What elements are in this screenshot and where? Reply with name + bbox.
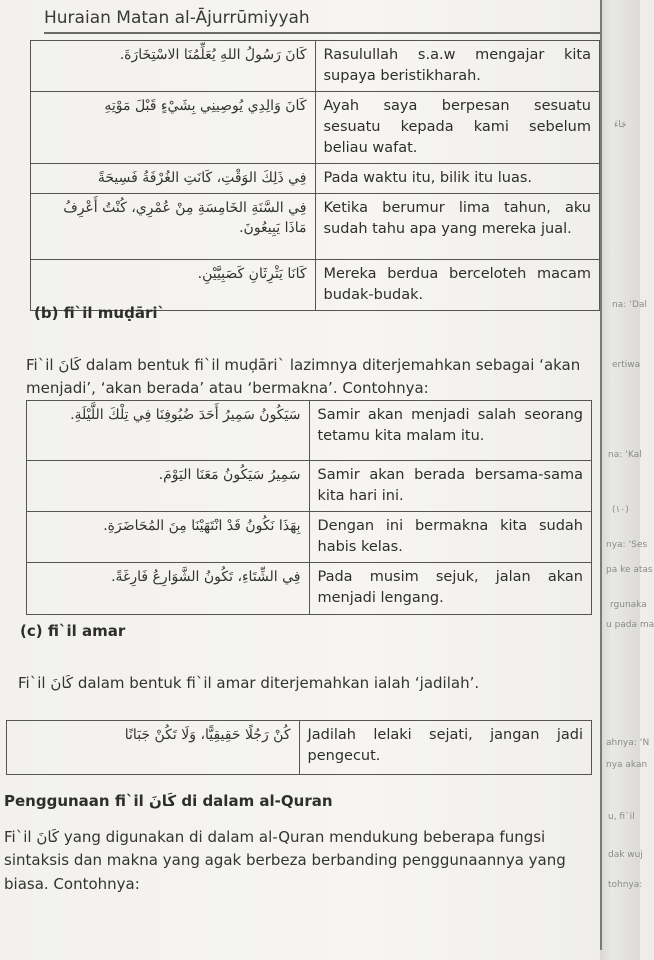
- table-row: [31, 92, 600, 164]
- page-right-rule: [600, 0, 602, 950]
- malay-cell: Samir akan menjadi salah seorang tetamu kita malam itu.: [309, 401, 592, 461]
- arabic-cell: فِي ذَلِكَ الوَقْتِ، كَانَتِ الغُرْفَةُ فَسِيحَةً: [31, 164, 316, 194]
- table-row: [31, 164, 600, 194]
- paragraph-c: Fi`il كَانَ dalam bentuk fi`il amar diterjemahkan ialah ‘jadilah’.: [18, 674, 480, 692]
- arabic-cell: فِي السَّنَةِ الخَامِسَةِ مِنْ عُمْرِي، كُنْتُ أَعْرِفُ مَاذَا يَبِيعُونَ.: [31, 194, 316, 260]
- table-row: [31, 194, 600, 260]
- malay-cell: Samir akan berada bersama-sama kita hari ini.: [309, 461, 592, 512]
- facing-page-edge: [600, 0, 654, 960]
- edge-text: pa ke atas: [606, 565, 653, 575]
- malay-cell: Ketika berumur lima tahun, aku sudah tahu apa yang mereka jual.: [315, 194, 600, 260]
- section-heading-b: (b) fi`il muḍāri`: [34, 304, 166, 322]
- malay-cell: Jadilah lelaki sejati, jangan jadi pengecut.: [299, 721, 592, 775]
- arabic-cell: بِهَذَا نَكُونُ قَدْ انْتَهَيْنَا مِنَ المُحَاضَرَةِ.: [27, 512, 310, 563]
- edge-text: na: ‘Dal: [612, 300, 647, 310]
- edge-text: جَاءَ: [614, 120, 627, 130]
- table-kana-mudari: [26, 400, 592, 615]
- header-rule: [44, 32, 600, 34]
- edge-text: nya akan: [606, 760, 648, 770]
- arabic-cell: سَيَكُونُ سَمِيرُ أَحَدَ ضُيُوفِنَا فِي تِلْكَ اللَّيْلَةِ.: [27, 401, 310, 461]
- edge-text: nya: ‘Ses: [606, 540, 648, 550]
- arabic-cell: كُنْ رَجُلًا حَقِيقِيًّا، وَلَا تَكُنْ جَبَانًا: [7, 721, 300, 775]
- arabic-cell: سَمِيرُ سَيَكُونُ مَعَنَا اليَوْمَ.: [27, 461, 310, 512]
- table-kana-madi: [30, 40, 600, 311]
- malay-cell: Dengan ini bermakna kita sudah habis kelas.: [309, 512, 592, 563]
- section-heading-c: (c) fi`il amar: [20, 622, 126, 640]
- edge-text: ahnya: ‘N: [606, 738, 650, 748]
- malay-cell: Mereka berdua berceloteh macam budak-budak.: [315, 260, 600, 311]
- edge-text: dak wuj: [608, 850, 643, 860]
- arabic-cell: فِي الشِّتَاءِ، تَكُونُ الشَّوَارِعُ فَارِغَةً.: [27, 563, 310, 615]
- paragraph-quran: Fi`il كَانَ yang digunakan di dalam al-Quran mendukung beberapa fungsi sintaksis dan makna yang agak berbeza berbanding penggunaannya yang biasa. Contohnya:: [4, 828, 566, 893]
- table-row: [27, 512, 592, 563]
- edge-text: u pada ma: [606, 620, 654, 630]
- edge-text: rgunaka: [610, 600, 647, 610]
- arabic-cell: كَانَ وَالِدِي يُوصِينِي بِشَيْءٍ قَبْلَ مَوْتِهِ: [31, 92, 316, 164]
- edge-text: (١٠): [612, 505, 629, 515]
- edge-text: tohnya:: [608, 880, 643, 890]
- malay-cell: Pada waktu itu, bilik itu luas.: [315, 164, 600, 194]
- table-row: [27, 401, 592, 461]
- table-row: [31, 260, 600, 311]
- arabic-cell: كَانَ رَسُولُ اللهِ يُعَلِّمُنَا الاسْتِخَارَةَ.: [31, 41, 316, 92]
- edge-text: na: ‘Kal: [608, 450, 642, 460]
- running-header: Huraian Matan al-Ājurrūmiyyah: [44, 8, 310, 28]
- table-kana-amar: [6, 720, 592, 775]
- table-row: [27, 461, 592, 512]
- malay-cell: Rasulullah s.a.w mengajar kita supaya beristikharah.: [315, 41, 600, 92]
- table-row: [31, 41, 600, 92]
- table-row: [27, 563, 592, 615]
- malay-cell: Ayah saya berpesan sesuatu sesuatu kepada kami sebelum beliau wafat.: [315, 92, 600, 164]
- table-row: [7, 721, 592, 775]
- section-heading-quran: Penggunaan fi`il كَانَ di dalam al-Quran: [4, 792, 333, 810]
- arabic-cell: كَانَا يَثْرِثَانِ كَصَبِيَّيْنِ.: [31, 260, 316, 311]
- malay-cell: Pada musim sejuk, jalan akan menjadi lengang.: [309, 563, 592, 615]
- edge-text: u, fi`il: [608, 812, 635, 822]
- edge-text: ertiwa: [612, 360, 641, 370]
- paragraph-b: Fi`il كَانَ dalam bentuk fi`il muḍāri` lazimnya diterjemahkan sebagai ‘akan menjadi’, ‘akan berada’ atau ‘bermakna’. Contohnya:: [26, 356, 581, 397]
